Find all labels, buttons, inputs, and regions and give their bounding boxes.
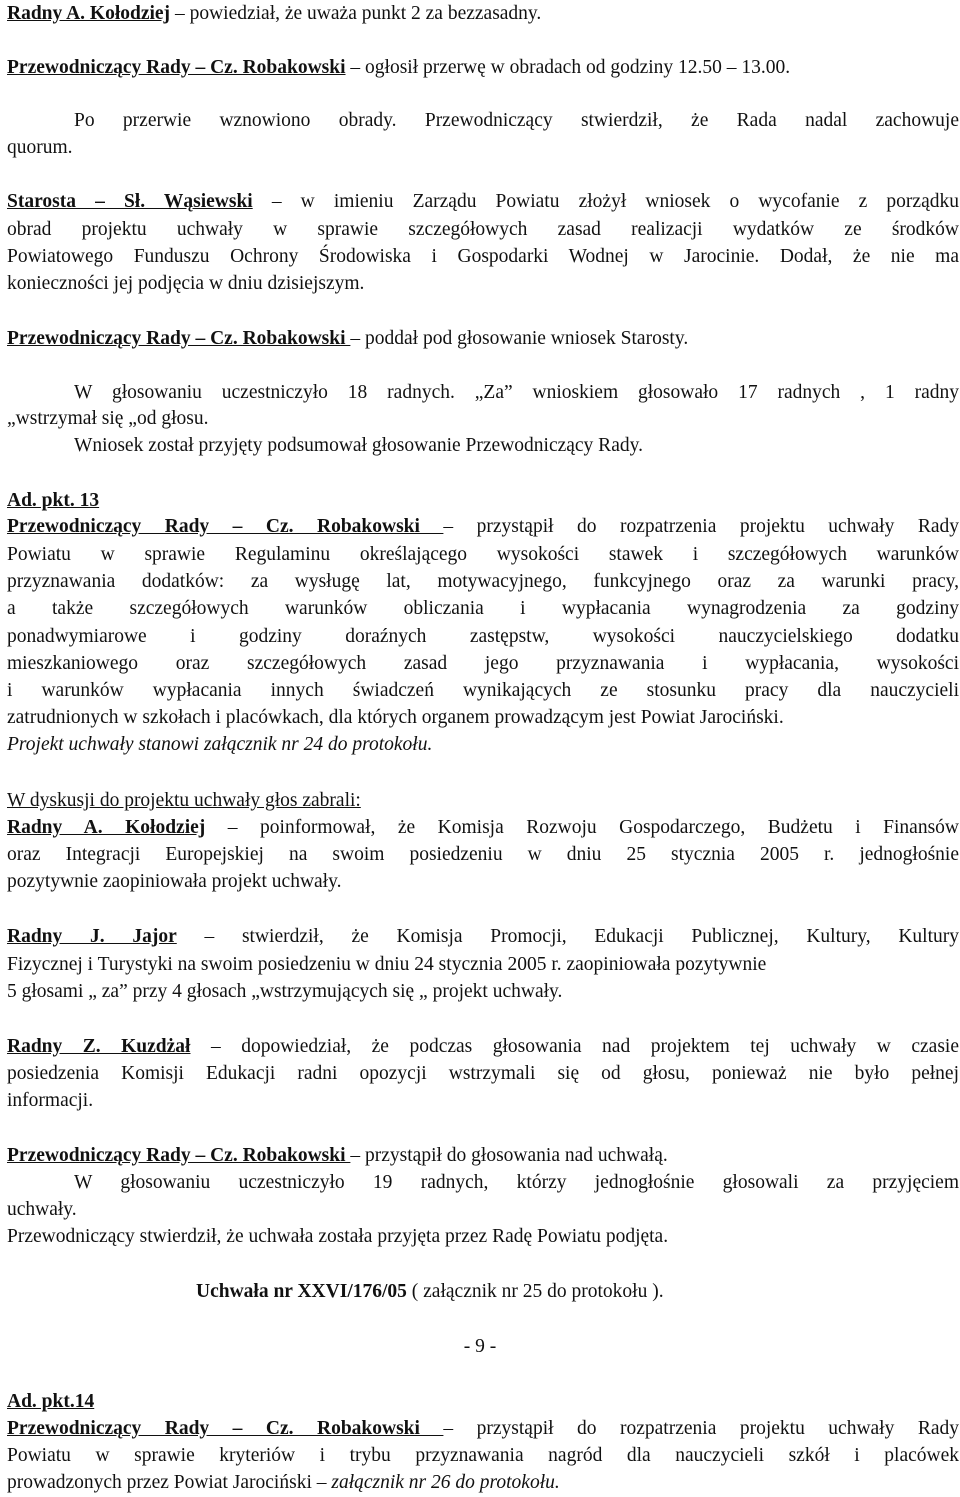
speaker-name: Radny J. Jajor xyxy=(7,926,177,947)
resolution-note: ( załącznik nr 25 do protokołu ). xyxy=(406,1281,664,1302)
paragraph-line: konieczności jej podjęcia w dniu dzisiejszym. xyxy=(7,273,365,294)
statement-text: – dopowiedział, że podczas głosowania nad projektem tej uchwały w czasie xyxy=(190,1036,959,1057)
speaker-name: Radny A. Kołodziej xyxy=(7,817,206,838)
statement-line xyxy=(7,190,959,214)
paragraph-line: mieszkaniowego oraz szczegółowych zasad jego przyznawania i wypłacania, wysokości xyxy=(7,653,959,674)
page-number: - 9 - xyxy=(463,1336,497,1357)
statement-text: – powiedział, że uważa punkt 2 za bezzasadny. xyxy=(170,3,542,24)
paragraph-line: Powiatowego Funduszu Ochrony Środowiska i Gospodarki Wodnej w Jarocinie. Dodał, że nie ma xyxy=(7,246,959,267)
paragraph-line: Powiatu w sprawie kryteriów i trybu przyznawania nagród dla nauczycieli szkół i placówek xyxy=(7,1445,959,1466)
statement-text: – stwierdził, że Komisja Promocji, Edukacji Publicznej, Kultury, Kultury xyxy=(176,926,959,947)
resolution-number: Uchwała nr XXVI/176/05 xyxy=(196,1281,407,1302)
resolution-line xyxy=(196,1280,896,1304)
statement-line xyxy=(7,925,959,949)
paragraph-line: Powiatu w sprawie Regulaminu określającego wysokości stawek i szczegółowych warunków xyxy=(7,544,959,565)
statement-text: – przystąpił do głosowania nad uchwałą. xyxy=(350,1145,668,1166)
paragraph-text: prowadzonych przez Powiat Jarociński – xyxy=(7,1472,332,1493)
speaker-name: Starosta – Sł. Wąsiewski xyxy=(7,191,253,212)
statement-line xyxy=(7,1144,959,1168)
discussion-heading: W dyskusji do projektu uchwały głos zabrali: xyxy=(7,790,361,811)
paragraph-line: uchwały. xyxy=(7,1199,77,1220)
paragraph-line: Przewodniczący stwierdził, że uchwała została przyjęta przez Radę Powiatu podjęta. xyxy=(7,1226,669,1247)
statement-line xyxy=(7,327,959,351)
paragraph-line: Po przerwie wznowiono obrady. Przewodniczący stwierdził, że Rada nadal zachowuje xyxy=(74,110,959,131)
statement-line xyxy=(7,515,959,539)
paragraph-line: Wniosek został przyjęty podsumował głosowanie Przewodniczący Rady. xyxy=(74,435,643,456)
speaker-name: Przewodniczący Rady – Cz. Robakowski xyxy=(7,1418,444,1439)
statement-text: – przystąpił do rozpatrzenia projektu uchwały Rady xyxy=(443,516,959,537)
paragraph-line: informacji. xyxy=(7,1090,94,1111)
paragraph-line: oraz Integracji Europejskiej na swoim posiedzeniu w dniu 25 stycznia 2005 r. jednogłośnie xyxy=(7,844,959,865)
statement-line xyxy=(7,816,959,840)
statement-text: – poddał pod głosowanie wniosek Starosty. xyxy=(350,328,689,349)
paragraph-line: W głosowaniu uczestniczyło 18 radnych. „Za” wnioskiem głosowało 17 radnych , 1 radny xyxy=(74,382,959,403)
paragraph-line: zatrudnionych w szkołach i placówkach, dla których organem prowadzącym jest Powiat Jarociński. xyxy=(7,707,784,728)
speaker-name: Przewodniczący Rady – Cz. Robakowski xyxy=(7,1145,351,1166)
paragraph-line: pozytywnie zaopiniowała projekt uchwały. xyxy=(7,871,342,892)
speaker-name: Przewodniczący Rady – Cz. Robakowski xyxy=(7,328,351,349)
paragraph-line: obrad projektu uchwały w sprawie szczegółowych zasad realizacji wydatków ze środków xyxy=(7,219,959,240)
attachment-note: Projekt uchwały stanowi załącznik nr 24 do protokołu. xyxy=(7,734,433,755)
paragraph-line: quorum. xyxy=(7,137,73,158)
paragraph-line: posiedzenia Komisji Edukacji radni opozycji wstrzymali się od głosu, ponieważ nie było pełnej xyxy=(7,1063,959,1084)
speaker-name: Radny A. Kołodziej xyxy=(7,3,171,24)
paragraph-line: „wstrzymał się „od głosu. xyxy=(7,408,209,429)
statement-text: – ogłosił przerwę w obradach od godziny 12.50 – 13.00. xyxy=(345,57,791,78)
paragraph-line: i warunków wypłacania innych świadczeń wynikających ze stosunku pracy dla nauczycieli xyxy=(7,680,959,701)
statement-text: – poinformował, że Komisja Rozwoju Gospodarczego, Budżetu i Finansów xyxy=(205,817,959,838)
speaker-name: Przewodniczący Rady – Cz. Robakowski xyxy=(7,57,346,78)
agenda-item-heading: Ad. pkt.14 xyxy=(7,1391,95,1412)
statement-line xyxy=(7,2,959,26)
paragraph-line: przyznawania dodatków: za wysługę lat, motywacyjnego, funkcyjnego oraz za warunki pracy, xyxy=(7,571,959,592)
attachment-note: załącznik nr 26 do protokołu. xyxy=(331,1472,560,1493)
paragraph-line: 5 głosami „ za” przy 4 głosach „wstrzymujących się „ projekt uchwały. xyxy=(7,981,563,1002)
paragraph-line: W głosowaniu uczestniczyło 19 radnych, którzy jednogłośnie głosowali za przyjęciem xyxy=(74,1172,959,1193)
paragraph-line xyxy=(7,1471,959,1495)
speaker-name: Przewodniczący Rady – Cz. Robakowski xyxy=(7,516,444,537)
statement-line xyxy=(7,1417,959,1441)
paragraph-line: Fizycznej i Turystyki na swoim posiedzeniu w dniu 24 stycznia 2005 r. zaopiniowała pozytywnie xyxy=(7,954,767,975)
statement-text: – w imieniu Zarządu Powiatu złożył wniosek o wycofanie z porządku xyxy=(252,191,959,212)
statement-line xyxy=(7,1035,959,1059)
paragraph-line: a także szczegółowych warunków obliczania i wypłacania wynagrodzenia za godziny xyxy=(7,598,959,619)
statement-text: – przystąpił do rozpatrzenia projektu uchwały Rady xyxy=(443,1418,959,1439)
paragraph-line: ponadwymiarowe i godziny doraźnych zastępstw, wysokości nauczycielskiego dodatku xyxy=(7,626,959,647)
statement-line xyxy=(7,56,959,80)
agenda-item-heading: Ad. pkt. 13 xyxy=(7,490,100,511)
speaker-name: Radny Z. Kuzdżał xyxy=(7,1036,191,1057)
